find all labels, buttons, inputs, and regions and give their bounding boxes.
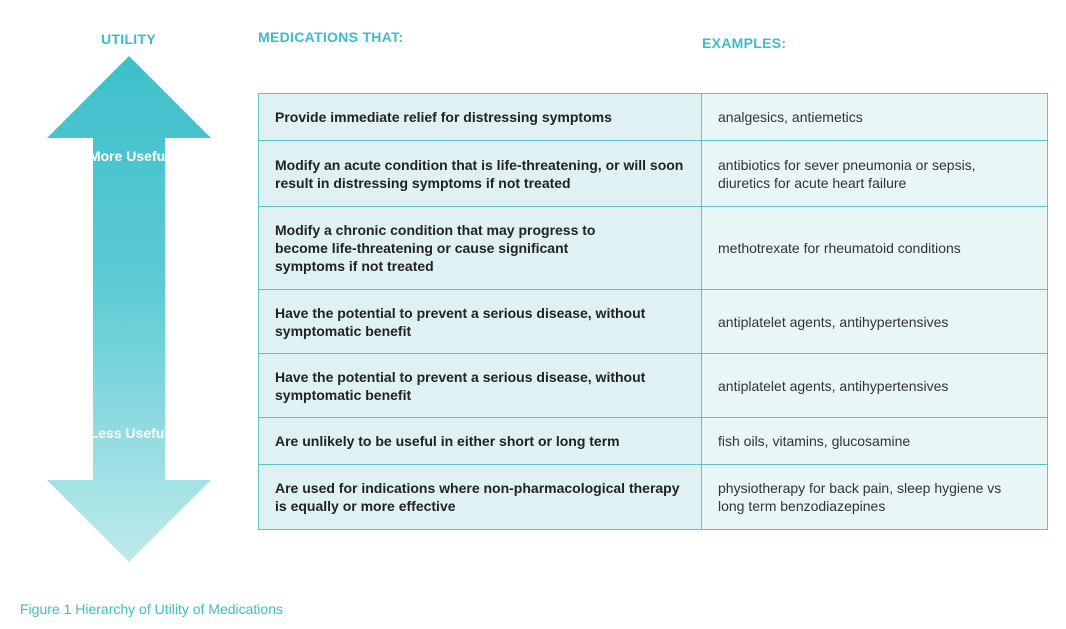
medication-cell: Have the potential to prevent a serious disease, without symptomatic benefit <box>259 290 702 354</box>
example-cell: fish oils, vitamins, glucosamine <box>702 418 1048 465</box>
example-cell: methotrexate for rheumatoid conditions <box>702 207 1048 290</box>
example-cell: physiotherapy for back pain, sleep hygiene vs long term benzodiazepines <box>702 465 1048 530</box>
medication-cell: Modify a chronic condition that may progress to become life-threatening or cause significant symptoms if not treated <box>259 207 702 290</box>
medication-cell: Provide immediate relief for distressing symptoms <box>259 94 702 141</box>
utility-table <box>258 93 1048 530</box>
example-cell: analgesics, antiemetics <box>702 94 1048 141</box>
example-cell: antibiotics for sever pneumonia or sepsis, diuretics for acute heart failure <box>702 141 1048 207</box>
medication-cell: Modify an acute condition that is life-threatening, or will soon result in distressing symptoms if not treated <box>259 141 702 207</box>
table-row <box>259 354 1048 418</box>
table-row <box>259 465 1048 530</box>
figure-caption: Figure 1 Hierarchy of Utility of Medications <box>20 601 283 617</box>
utility-header: UTILITY <box>101 31 156 47</box>
table-row <box>259 94 1048 141</box>
more-useful-label: More Useful <box>88 148 170 164</box>
medication-cell: Have the potential to prevent a serious disease, without symptomatic benefit <box>259 354 702 418</box>
utility-arrow <box>46 56 214 564</box>
table-row <box>259 141 1048 207</box>
example-cell: antiplatelet agents, antihypertensives <box>702 354 1048 418</box>
medication-cell: Are used for indications where non-pharmacological therapy is equally or more effective <box>259 465 702 530</box>
medication-cell: Are unlikely to be useful in either short or long term <box>259 418 702 465</box>
example-cell: antiplatelet agents, antihypertensives <box>702 290 1048 354</box>
examples-header: EXAMPLES: <box>702 35 787 51</box>
less-useful-label: Less Useful <box>89 425 169 441</box>
table-row <box>259 418 1048 465</box>
medications-header: MEDICATIONS THAT: <box>258 29 404 45</box>
table-row <box>259 290 1048 354</box>
table-row <box>259 207 1048 290</box>
